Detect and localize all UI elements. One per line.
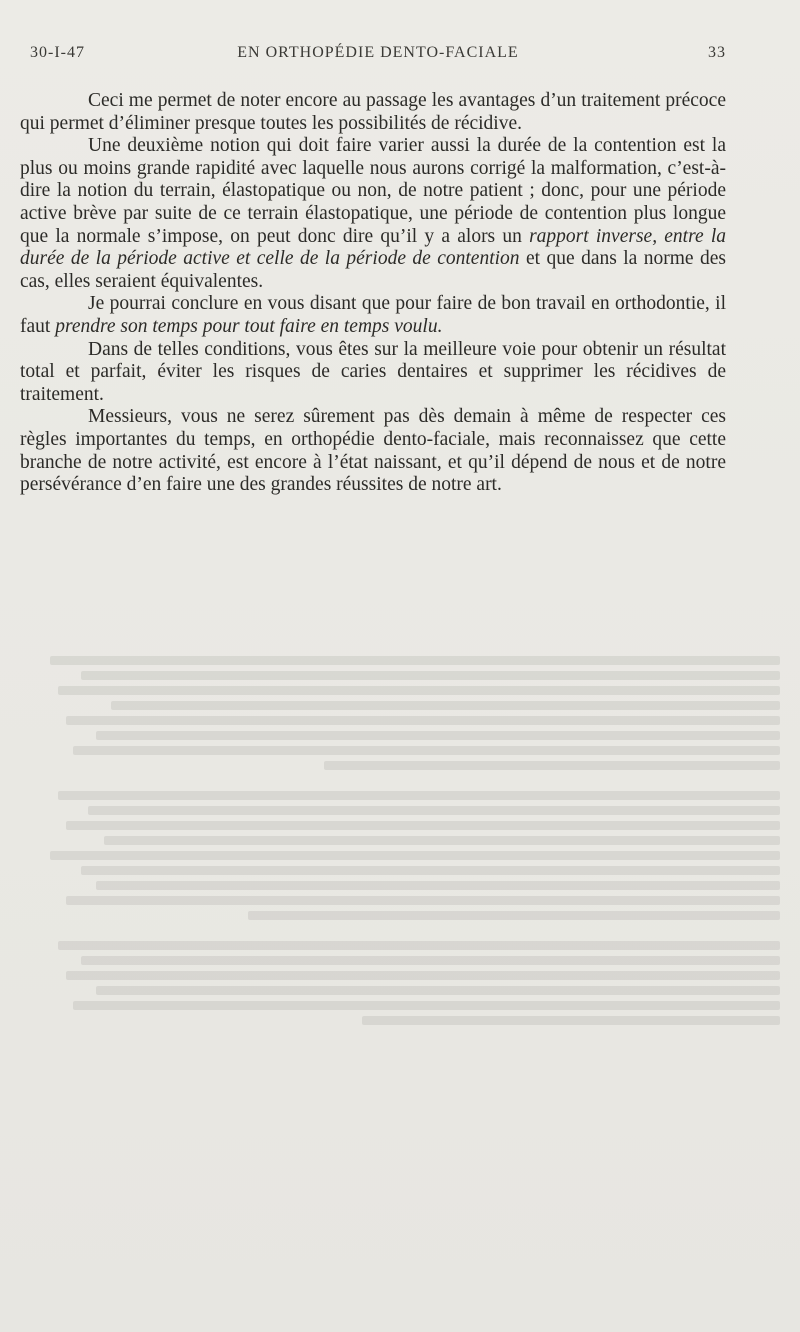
show-through-texture	[20, 650, 780, 1290]
article-body	[20, 90, 726, 497]
page-number: 33	[708, 44, 726, 61]
paragraph-text: Je pourrai conclure en vous disant que pour faire de bon travail en orthodontie, il faut	[20, 293, 726, 337]
paragraph	[20, 90, 726, 135]
paragraph-text: Ceci me permet de noter encore au passage les avantages d’un traitement précoce qui permet d’éliminer presque toutes les possibilités de récidive.	[20, 90, 726, 134]
paragraph-text: Messieurs, vous ne serez sûrement pas dès demain à même de respecter ces règles importantes du temps, en orthopédie dento-faciale, mais reconnaissez que cette branche de notre activité, est encore à l’état naissant, et qu’il dépend de nous et de notre persévérance d’en faire une des grandes réussites de notre art.	[20, 406, 726, 496]
paragraph	[20, 135, 726, 293]
running-header	[30, 44, 726, 68]
paragraph	[20, 406, 726, 496]
paragraph-text: Dans de telles conditions, vous êtes sur la meilleure voie pour obtenir un résultat total et parfait, éviter les risques de caries dentaires et supprimer les récidives de traitement.	[20, 338, 726, 405]
header-date: 30-I-47	[30, 44, 85, 61]
paragraph-emphasis: rapport inverse, entre la durée de la période active et celle de la période de contention	[20, 225, 726, 270]
paragraph	[20, 293, 726, 338]
header-title: EN ORTHOPÉDIE DENTO-FACIALE	[237, 44, 519, 61]
paragraph-emphasis: prendre son temps pour tout faire en temps voulu.	[55, 315, 443, 337]
paragraph-text: et que dans la norme des cas, elles seraient équivalentes.	[20, 248, 726, 292]
paragraph	[20, 339, 726, 407]
paragraph-text: Une deuxième notion qui doit faire varier aussi la durée de la contention est la plus ou moins grande rapidité avec laquelle nous aurons corrigé la malformation, c’est-à-dire la notion du terrain, élastopatique ou non, de notre patient ; donc, pour une période active brève par suite de ce terrain élastopatique, une période de contention plus longue que la normale s’impose, on peut donc dire qu’il y a alors un	[20, 135, 726, 247]
